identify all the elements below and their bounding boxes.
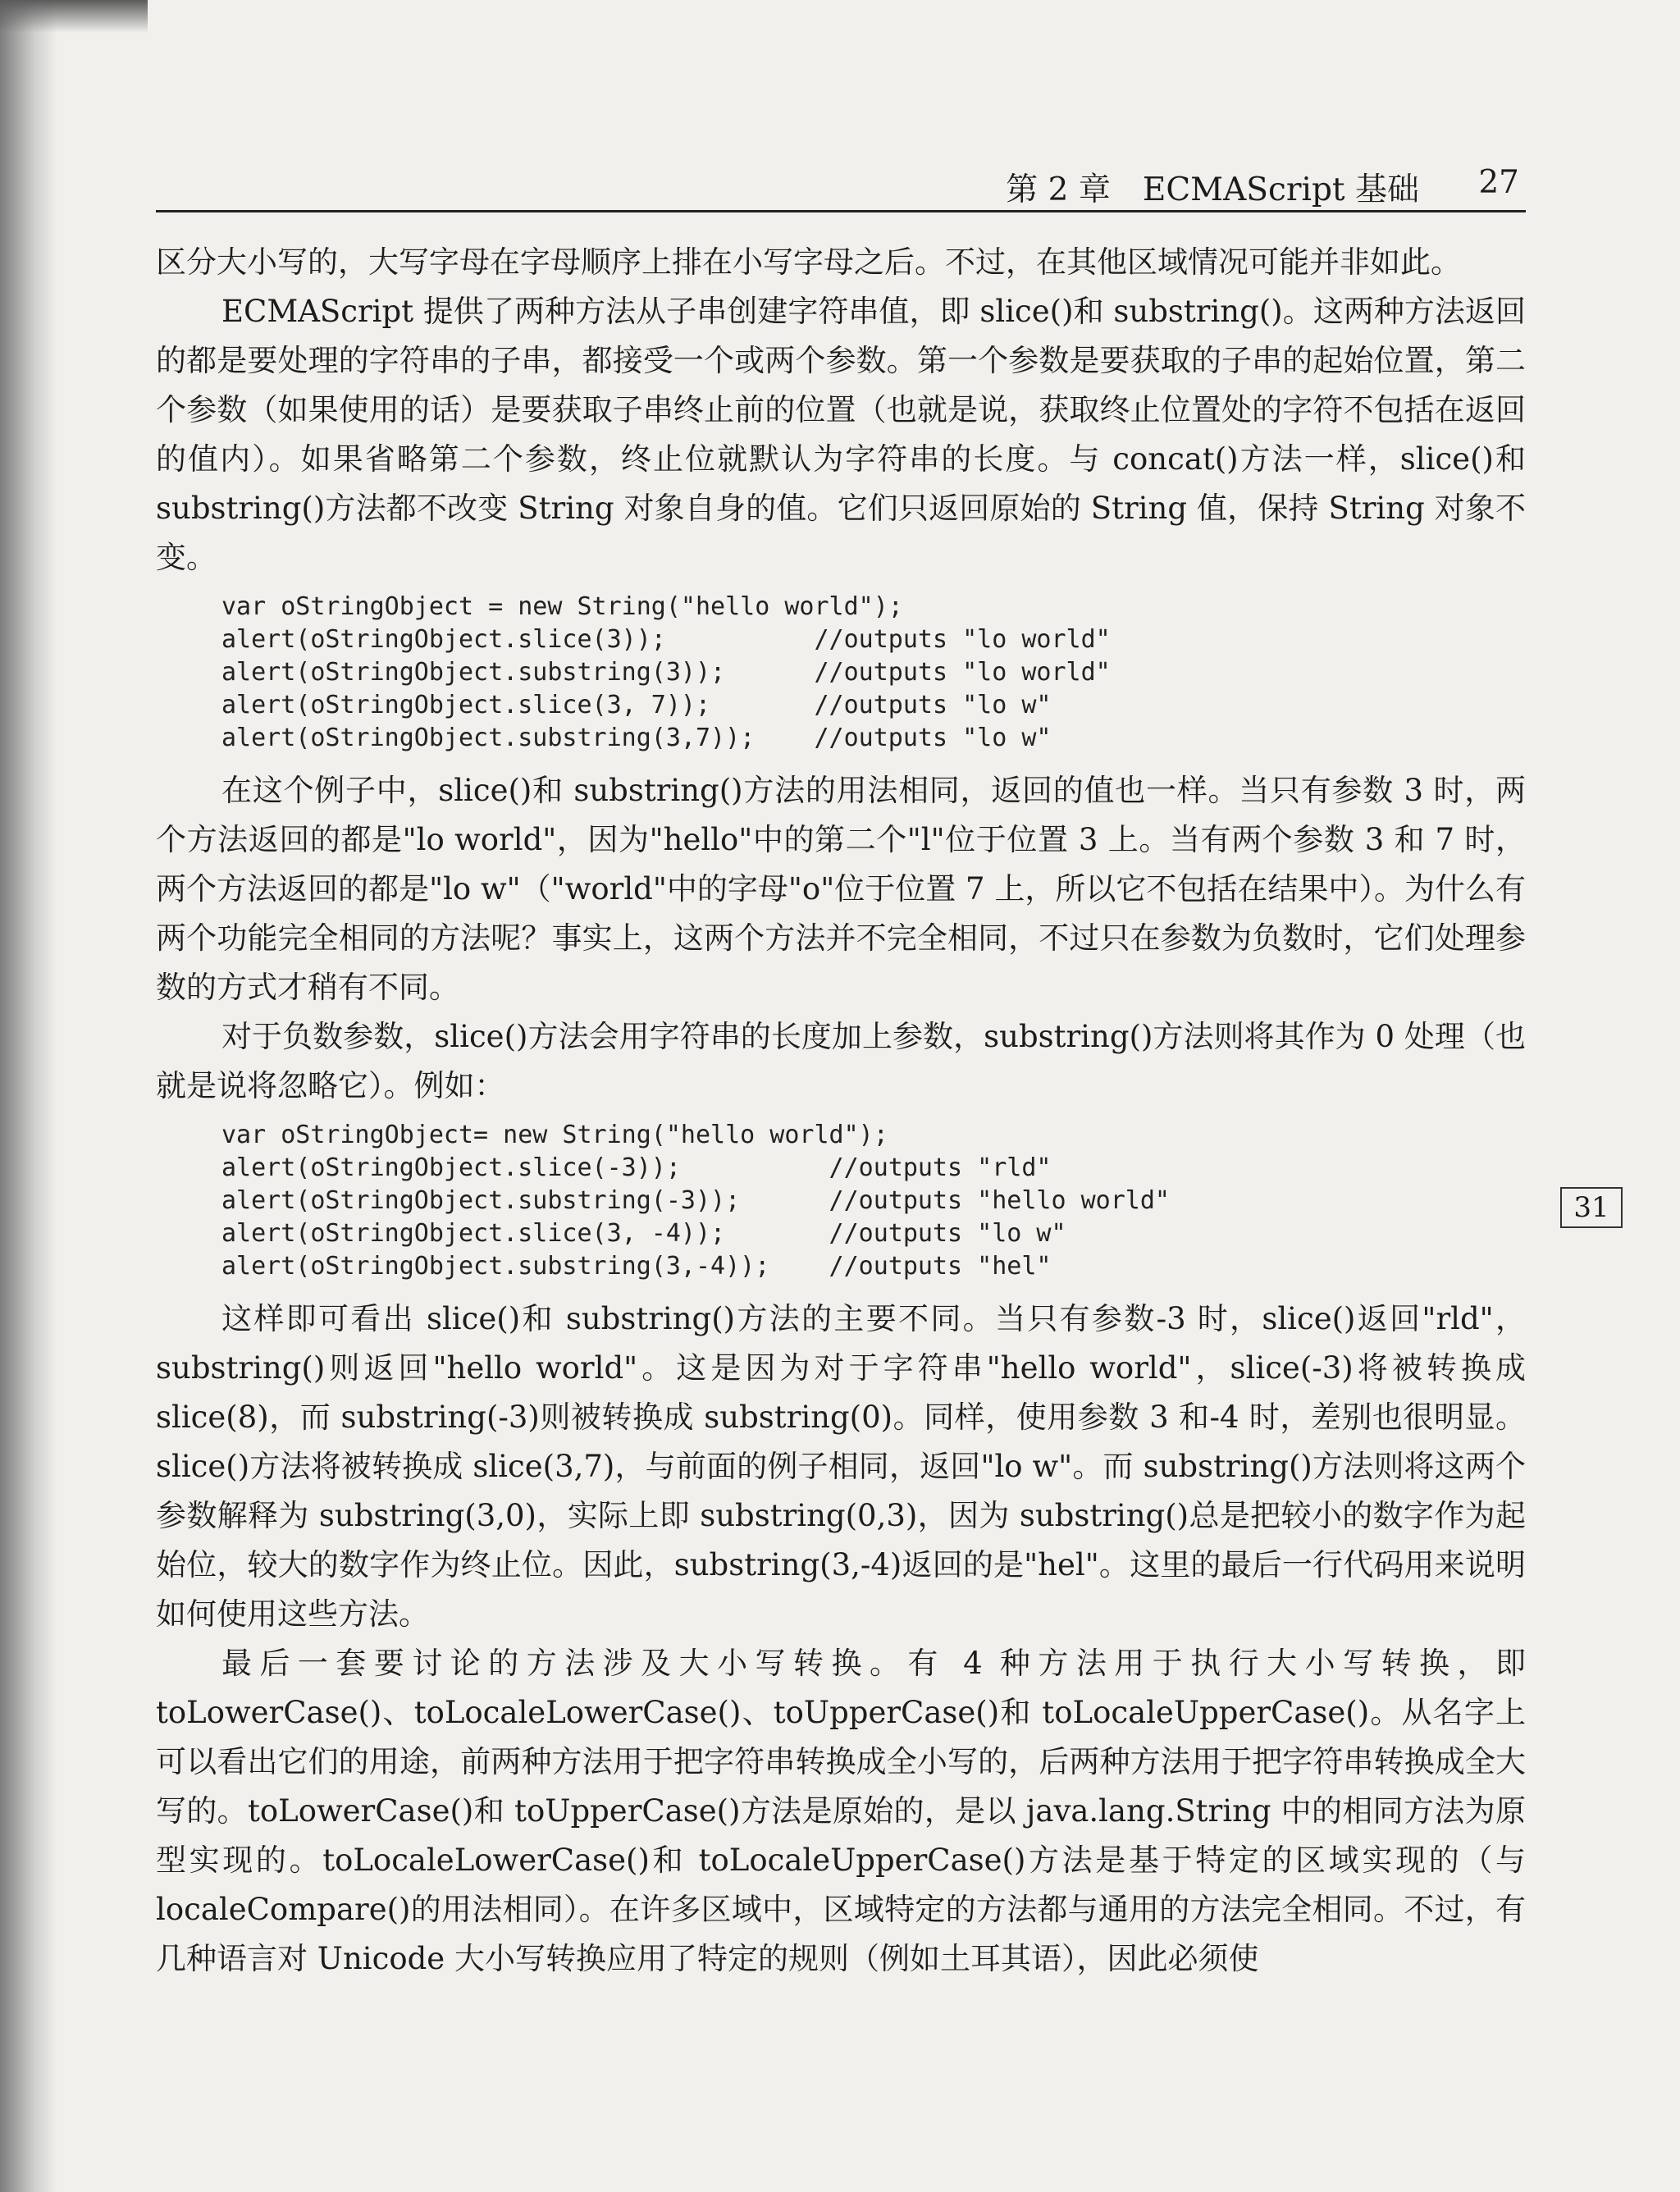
code-block: var oStringObject= new String("hello world"); alert(oStringObject.slice(-3)); //outputs "rld" alert(oStringObject.substring(-3)); //outputs "hello world" alert(oStringObject.slice(3, -4)); //outputs "lo w" alert(oStringObject.substring(3,-4)); //outputs "hel"	[221, 1121, 1170, 1281]
paragraph: 这样即可看出 slice()和 substring()方法的主要不同。当只有参数-3 时，slice()返回"rld"，substring()则返回"hello world"。这是因为对于字符串"hello world"，slice(-3)将被转换成 slice(8)，而 substring(-3)则被转换成 substring(0)。同样，使用参数 3 和-4 时，差别也很明显。slice()方法将被转换成 slice(3,7)，与前面的例子相同，返回"lo w"。而 substring()方法则将这两个参数解释为 substring(3,0)，实际上即 substring(0,3)，因为 substring()总是把较小的数字作为起始位，较大的数字作为终止位。因此，substring(3,-4)返回的是"hel"。这里的最后一行代码用来说明如何使用这些方法。	[156, 1301, 1536, 1632]
paragraph: 最后一套要讨论的方法涉及大小写转换。有 4 种方法用于执行大小写转换，即 toLowerCase()、toLocaleLowerCase()、toUpperCase()和 toLocaleUpperCase()。从名字上可以看出它们的用途，前两种方法用于把字符串转换成全小写的，后两种方法用于把字符串转换成全大写的。toLowerCase()和 toUpperCase()方法是原始的，是以 java.lang.String 中的相同方法为原型实现的。toLocaleLowerCase()和 toLocaleUpperCase()方法是基于特定的区域实现的（与 localeCompare()的用法相同）。在许多区域中，区域特定的方法都与通用的方法完全相同。不过，有几种语言对 Unicode 大小写转换应用了特定的规则（例如土耳其语），因此必须使	[156, 1646, 1536, 1976]
paragraph: 对于负数参数，slice()方法会用字符串的长度加上参数，substring()方法则将其作为 0 处理（也就是说将忽略它）。例如：	[156, 1019, 1527, 1103]
page-number: 27	[1478, 164, 1519, 201]
running-header	[156, 161, 1526, 212]
paragraph: 在这个例子中，slice()和 substring()方法的用法相同，返回的值也一样。当只有参数 3 时，两个方法返回的都是"lo world"，因为"hello"中的第二个"l"位于位置 3 上。当有两个参数 3 和 7 时，两个方法返回的都是"lo w"（"world"中的字母"o"位于位置 7 上，所以它不包括在结果中）。为什么有两个功能完全相同的方法呢？事实上，这两个方法并不完全相同，不过只在参数为负数时，它们处理参数的方式才稍有不同。	[156, 773, 1526, 1005]
original-page-marker: 31	[1560, 1187, 1623, 1228]
code-block: var oStringObject = new String("hello world"); alert(oStringObject.slice(3)); //outputs "lo world" alert(oStringObject.substring(3)); //outputs "lo world" alert(oStringObject.slice(3, 7)); //outputs "lo w" alert(oStringObject.substring(3,7)); //outputs "lo w"	[221, 592, 1111, 752]
page-body	[156, 238, 1536, 1984]
chapter-title: 第 2 章 ECMAScript 基础	[1006, 171, 1419, 208]
scan-shadow-top	[0, 0, 148, 33]
paragraph: ECMAScript 提供了两种方法从子串创建字符串值，即 slice()和 substring()。这两种方法返回的都是要处理的字符串的子串，都接受一个或两个参数。第一个参数是要获取的子串的起始位置，第二个参数（如果使用的话）是要获取子串终止前的位置（也就是说，获取终止位置处的字符不包括在返回的值内）。如果省略第二个参数，终止位就默认为字符串的长度。与 concat()方法一样，slice()和 substring()方法都不改变 String 对象自身的值。它们只返回原始的 String 值，保持 String 对象不变。	[156, 294, 1536, 575]
scan-shadow-left	[0, 0, 57, 2192]
paragraph: 区分大小写的，大写字母在字母顺序上排在小写字母之后。不过，在其他区域情况可能并非如此。	[156, 244, 1461, 280]
